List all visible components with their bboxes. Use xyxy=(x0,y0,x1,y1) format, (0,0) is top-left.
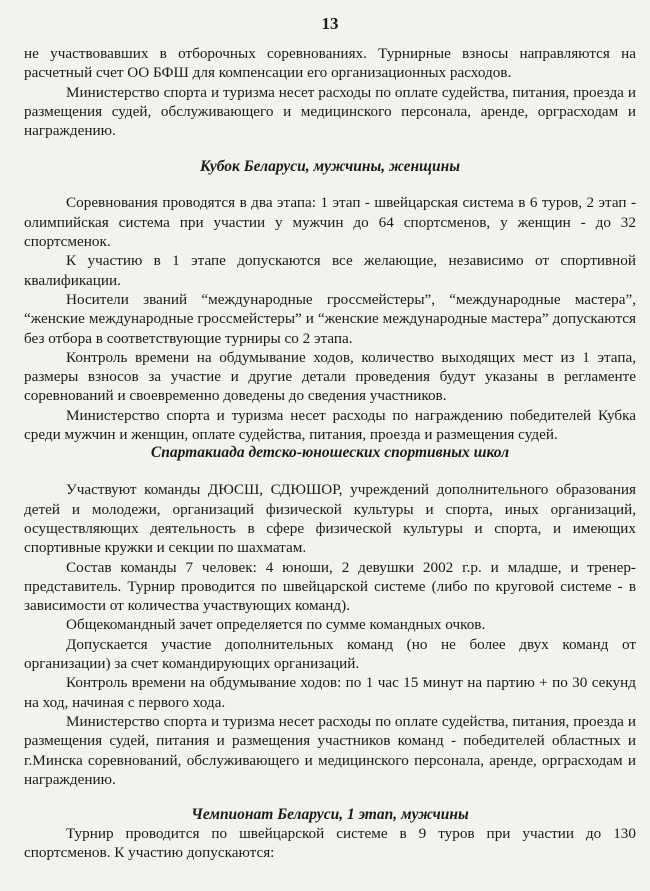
heading-belarus-cup: Кубок Беларуси, мужчины, женщины xyxy=(200,158,460,176)
paragraph-cup-title-holders: Носители званий “международные гроссмейстеры”, “международные мастера”, “женские международные гроссмейстеры” и “женские международные мастера” допускаются без отбора в соответствующие турниры со 2 этапа. xyxy=(24,290,636,347)
paragraph-spartakiad-extra-teams: Допускается участие дополнительных команд (но не более двух команд от организации) за счет командирующих организаций. xyxy=(24,635,636,673)
paragraph-ministry-expenses-1: Министерство спорта и туризма несет расходы по оплате судейства, питания, проезда и размещения судей, обслуживающего и медицинского персонала, аренде, орграсходам и награждению. xyxy=(24,83,636,140)
paragraph-cup-stages: Соревнования проводятся в два этапа: 1 этап - швейцарская система в 6 туров, 2 этап - олимпийская система при участии у мужчин до 64 спортсменов, у женщин - до 32 спортсменок. xyxy=(24,194,636,251)
paragraph-cup-ministry-expenses: Министерство спорта и туризма несет расходы по награждению победителей Кубка среди мужчин и женщин, оплате судейства, питания, проезда и размещения судей. xyxy=(24,406,636,444)
heading-championship: Чемпионат Беларуси, 1 этап, мужчины xyxy=(191,806,469,824)
paragraph-spartakiad-scoring: Общекомандный зачет определяется по сумме командных очков. xyxy=(66,616,486,634)
paragraph-spartakiad-participants: Участвуют команды ДЮСШ, СДЮШОР, учреждений дополнительного образования детей и молодежи, организаций физической культуры и спорта, иных организаций, осуществляющих деятельность в сфере физической культуры и спорта, и имеющих спортивные кружки и секции по шахматам. xyxy=(24,481,636,557)
page-number: 13 xyxy=(321,14,339,33)
paragraph-spartakiad-ministry-expenses: Министерство спорта и туризма несет расходы по оплате судейства, питания, проезда и размещения судей, питания и размещения участников команд - победителей областных и г.Минска соревнований, обслуживающего и медицинского персонала, аренде, орграсходам и награждению. xyxy=(24,712,636,788)
paragraph-cup-time-control: Контроль времени на обдумывание ходов, количество выходящих мест из 1 этапа, размеры взносов за участие и другие детали проведения будут указаны в регламенте соревнований и своевременно доведены до сведения участников. xyxy=(24,348,636,405)
paragraph-spartakiad-time-control: Контроль времени на обдумывание ходов: по 1 час 15 минут на партию + по 30 секунд на ход, начиная с первого хода. xyxy=(24,674,636,711)
paragraph-cup-admission: К участию в 1 этапе допускаются все желающие, независимо от спортивной квалификации. xyxy=(24,252,636,289)
heading-spartakiad: Спартакиада детско-юношеских спортивных школ xyxy=(150,444,510,462)
paragraph-fees-continued: не участвовавших в отборочных соревнованиях. Турнирные взносы направляются на расчетный счет ОО БФШ для компенсации его организационных расходов. xyxy=(24,45,636,82)
paragraph-spartakiad-team: Состав команды 7 человек: 4 юноши, 2 девушки 2002 г.р. и младше, и тренер-представитель. Турнир проводится по швейцарской системе (либо по круговой системе - в зависимости от количества участвующих команд). xyxy=(24,558,636,615)
paragraph-championship-format: Турнир проводится по швейцарской системе в 9 туров при участии до 130 спортсменов. К участию допускаются: xyxy=(24,825,636,862)
